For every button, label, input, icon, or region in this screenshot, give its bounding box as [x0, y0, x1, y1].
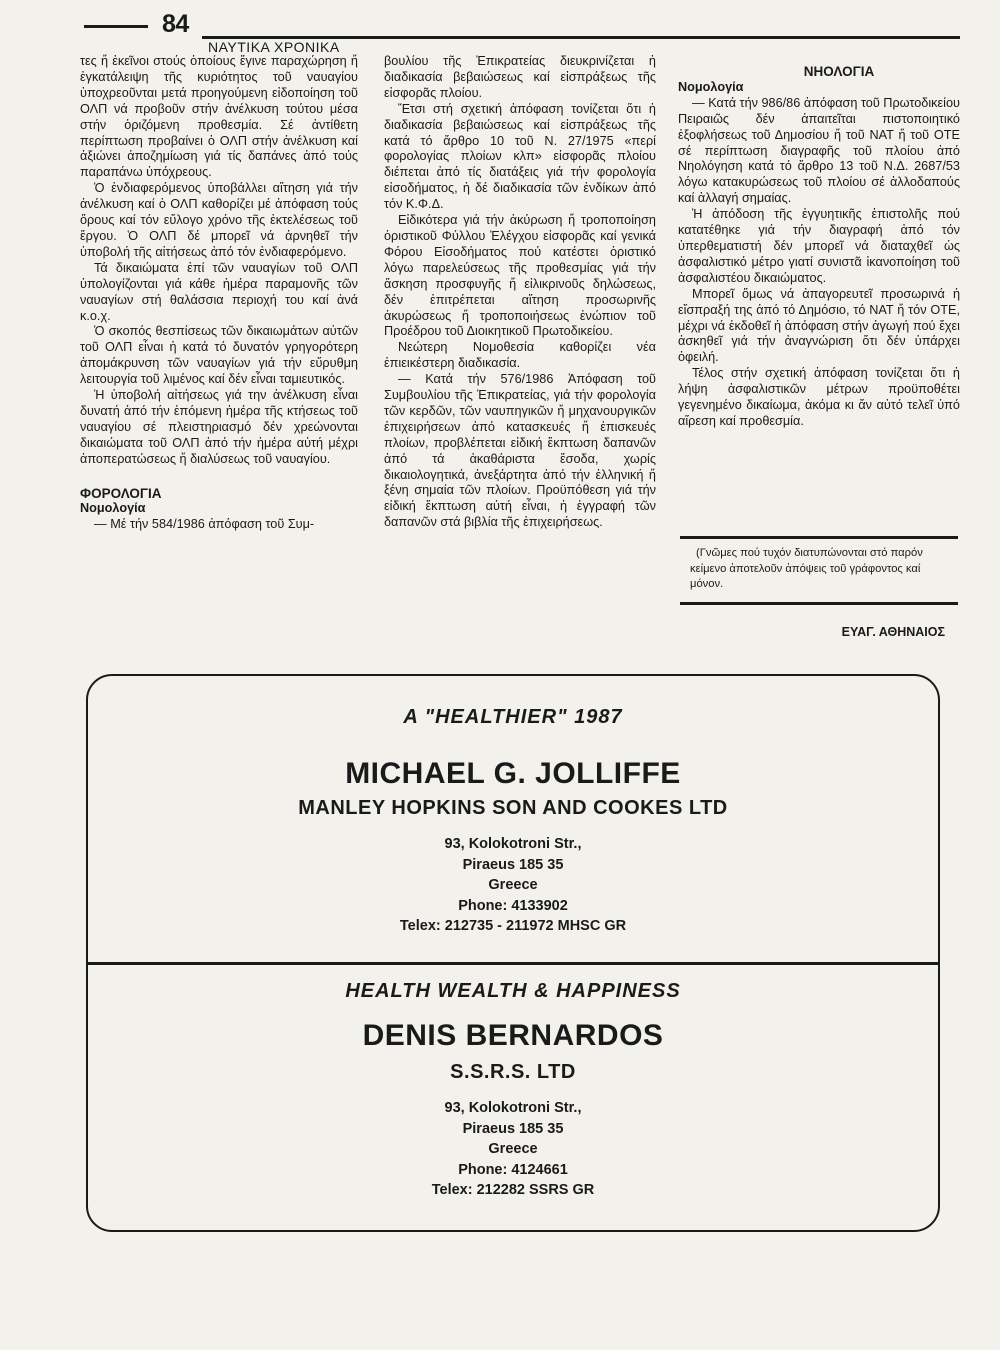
paragraph: Ἔτσι στή σχετική ἀπόφαση τονίζεται ὅτι ἡ διαδικασία βεβαιώσεως καί εἰσπράξεως τῆς κατά τό ἄρθρο 10 τοῦ Ν. 27/1975 «περί φορολογίας πλοίων κλπ» εἰσφορᾶς πλοίου διέπεται ἀπό τίς διατάξεις γιά τήν φορολογία εἰσοδήματος, ἡ δέ διαδικασία τῶν ἐνδίκων ἀπό τόν Κ.Φ.Δ. — [384, 101, 656, 212]
advertisement-bernardos — [88, 980, 938, 1201]
ad-address-city: Piraeus 185 35 — [462, 856, 564, 873]
ad-divider — [88, 962, 938, 965]
article-column-2 — [384, 54, 656, 531]
ad-company-name: S.S.R.S. LTD — [450, 1061, 576, 1083]
paragraph: Ὁ σκοπός θεσπίσεως τῶν δικαιωμάτων αὐτῶν τοῦ ΟΛΠ εἶναι ἡ κατά τό δυνατόν γρηγορότερη ἀπομάκρυνση τῶν ναυαγίων γιά τήν εὔρυθμη λειτουργία τοῦ λιμένος καί δέν εἶναι ταμιευτικός. — [80, 324, 358, 387]
page-header — [84, 10, 960, 55]
paragraph: Μπορεῖ ὅμως νά ἀπαγορευτεῖ προσωρινά ἡ εἴσπραξή της ἀπό τό Δημόσιο, τό ΝΑΤ ἤ τόν ΟΤΕ, μέχρι νά ἐκδοθεῖ ἡ ἀπόφαση στήν ἀγωγή πού ἔχει ἀσκηθεῖ γιά τήν ἀναγνώριση ὅτι δέν ὑπάρχει ὀφειλή. — [678, 286, 960, 365]
section-subtitle: Νομολογία — [80, 501, 146, 516]
ad-slogan: HEALTH WEALTH & HAPPINESS — [345, 980, 681, 1002]
paragraph: Ἡ ἀπόδοση τῆς ἐγγυητικῆς ἐπιστολῆς πού κατατέθηκε γιά τήν διαγραφή ἀπό τόν ὑπερθεματιστή δέν μπορεῖ νά διαταχθεῖ ὡς ἀσφαλιστικό μέτρο γιατί συνιστᾶ ἱκανοποίηση τοῦ ἀσφαλιστέου δικαιώματος. — [678, 207, 960, 285]
paragraph: Τέλος στήν σχετική ἀπόφαση τονίζεται ὅτι ἡ λήψη ἀσφαλιστικῶν μέτρων προϋποθέτει γεγενημένο δικαίωμα, ἀκόμα κι ἄν αὐτό τελεῖ ὑπό αἵρεση καί προθεσμία. — [678, 366, 960, 428]
paragraph: Ὁ ἐνδιαφερόμενος ὑποβάλλει αἴτηση γιά τήν ἀνέλκυση καί ὁ ΟΛΠ καθορίζει μέ ἀπόφαση τούς ὅρους καί τόν εὔλογο χρόνο τῆς ἐκτελέσεως τοῦ ἔργου. Ὁ ΟΛΠ δέ μπορεῖ νά ἀρνηθεῖ τήν ὑποβολή τῆς αἰτήσεως ἀπό τόν ἐνδιαφερόμενο. — [80, 181, 358, 259]
ad-address-block — [88, 834, 938, 937]
section-title-forologia: ΦΟΡΟΛΟΓΙΑ — [80, 485, 162, 501]
ad-address-street: 93, Kolokotroni Str., — [444, 836, 582, 852]
ad-person-name: DENIS BERNARDOS — [362, 1019, 664, 1052]
page-number: 84 — [162, 10, 189, 38]
paragraph: Ἡ ὑποβολή αἰτήσεως γιά την ἀνέλκυση εἶναι δυνατή ἀπό τήν ἑπόμενη ἡμέρα τῆς κτήσεως τοῦ ναυαγίου σέ πλειστηριασμό δέν χρεώνονται δικαιώματα τοῦ ΟΛΠ ἀπό τήν ἡμέρα αὐτή μέχρι ἀποπερατώσεως ἤ διαλύσεως τοῦ ναυαγίου. — [80, 388, 358, 466]
ad-address-block — [88, 1098, 938, 1201]
paragraph: Εἰδικότερα γιά τήν ἀκύρωση ἤ τροποποίηση ὁριστικοῦ Φύλλου Ἐλέγχου εἰσφορᾶς καί γενικά Φόρου Εἰσοδήματος πού κατέστει ὁριστικό λόγω παρελεύσεως τῆς προθεσμίας γιά τήν ἄσκηση προσφυγῆς ἤ εἰλικρινοῦς δηλώσεως, δέν ἐπιτρέπεται αἴτηση προσωρινῆς ἀκυρώσεως ἤ τροποποιήσεως ἐνώπιον τοῦ Προέδρου τοῦ Διοικητικοῦ Πρωτοδικείου. — [384, 213, 656, 339]
paragraph: — Κατά τήν 576/1986 Ἀπόφαση τοῦ Συμβουλίου τῆς Ἐπικρατείας, γιά τήν φορολογία τῶν κερδῶν, τῶν ναυπηγικῶν ἤ μηχανουργικῶν ἐπιχειρήσεων ἀπό κατασκευές ἤ ἐπισκευές πλοίων, προβλέπεται εἰδική ἔκπτωση δαπανῶν ἀπό τά ἀκαθάριστα ἔσοδα, χωρίς δικαιολογητικά, ἀνεξάρτητα ἀπό τήν ἑλληνική ἤ ξένη σημαία τῶν πλοίων. Προϋπόθεση γιά τήν εἰδική ἔκπτωση αὐτή εἶναι, ἡ ἐγγραφή τῶν δαπανῶν στά βιβλία τῆς ἐπιχειρήσεως. — [384, 372, 656, 530]
section-subtitle: Νομολογία — [678, 79, 744, 94]
paragraph: Τά δικαιώματα ἐπί τῶν ναυαγίων τοῦ ΟΛΠ ὑπολογίζονται γιά κάθε ἡμέρα παραμονῆς τῶν ναυαγίων στή θαλάσσια περιοχή του καί ἀνά κ.ο.χ. — [80, 260, 358, 323]
ad-address-street: 93, Kolokotroni Str., — [444, 1100, 582, 1116]
paragraph: — Κατά τήν 986/86 ἀπόφαση τοῦ Πρωτοδικείου Πειραιῶς δέν ἀπαιτεῖται πιστοποιητικό ἐξοφλήσεως τοῦ Δημοσίου ἤ τοῦ ΝΑΤ ἤ τοῦ ΟΤΕ σέ περίπτωση διαγραφῆς τοῦ πλοίου ἀπό Νηολόγηση κατά τό ἄρθρο 13 τοῦ Ν.Δ. 2687/53 λόγω κατακυρώσεως τοῦ πλοίου σέ ἀλλοδαπούς καί ἀλλαγή σημαίας. — [678, 95, 960, 206]
ad-telex: Telex: 212282 SSRS GR — [431, 1182, 595, 1198]
advertisement-box — [86, 674, 940, 1232]
note-rule-top — [680, 536, 958, 539]
ad-address-country: Greece — [488, 1141, 538, 1157]
ad-telex: Telex: 212735 - 211972 MHSC GR — [399, 918, 627, 934]
ad-person-name: MICHAEL G. JOLLIFFE — [345, 757, 681, 790]
ad-slogan: A "HEALTHIER" 1987 — [403, 706, 623, 728]
disclaimer-note: (Γνῶμες πού τυχόν διατυπώνονται στό παρόν κείμενο ἀποτελοῦν ἀπόψεις τοῦ γράφοντος καί μόνον. — [690, 547, 923, 590]
advertisement-jolliffe — [88, 706, 938, 937]
ad-phone: Phone: 4124661 — [458, 1161, 568, 1178]
article-column-3 — [678, 64, 960, 430]
article-column-1 — [80, 54, 358, 533]
ad-address-city: Piraeus 185 35 — [462, 1120, 564, 1137]
header-rule-left — [84, 25, 148, 28]
ad-company-name: MANLEY HOPKINS SON AND COOKES LTD — [298, 797, 728, 819]
paragraph: — Μέ τήν 584/1986 ἀπόφαση τοῦ Συμ- — [94, 517, 315, 532]
note-rule-bottom — [680, 602, 958, 605]
paragraph: Νεώτερη Νομοθεσία καθορίζει νέα ἐπιεικέστερη διαδικασία. — [384, 340, 656, 371]
author-signature: ΕΥΑΓ. ΑΘΗΝΑΙΟΣ — [841, 625, 945, 639]
section-title-nileogia: ΝΗΟΛΟΓΙΑ — [803, 64, 875, 79]
paragraph: βουλίου τῆς Ἐπικρατείας διευκρινίζεται ἡ διαδικασία βεβαιώσεως καί εἰσπράξεως τῆς εἰσφορᾶς πλοίου. — [384, 54, 656, 100]
ad-phone: Phone: 4133902 — [458, 897, 568, 914]
ad-address-country: Greece — [488, 877, 538, 893]
paragraph: τες ἤ ἐκεῖνοι στούς ὁποίους ἔγινε παραχώρηση ἤ ἐγκατάλειψη τῆς κυριότητος τοῦ ναυαγίου ὑποχρεοῦνται μετά προηγούμενη εἰδοποίηση τοῦ ΟΛΠ νά προβοῦν στήν ἀνέλκυση τούτου μέσα στήν ὁριζόμενη προθεσμία. Σέ ἀντίθετη περίπτωση προβαίνει ὁ ΟΛΠ στήν ἀνέλκυση καί ἀξιώνει ἀποζημίωση γιά τίς δαπάνες ἀπό τούς παραπάνω ὑπόχρεους. — [80, 54, 358, 180]
magazine-title: ΝΑΥΤΙΚΑ ΧΡΟΝΙΚΑ — [208, 39, 340, 55]
